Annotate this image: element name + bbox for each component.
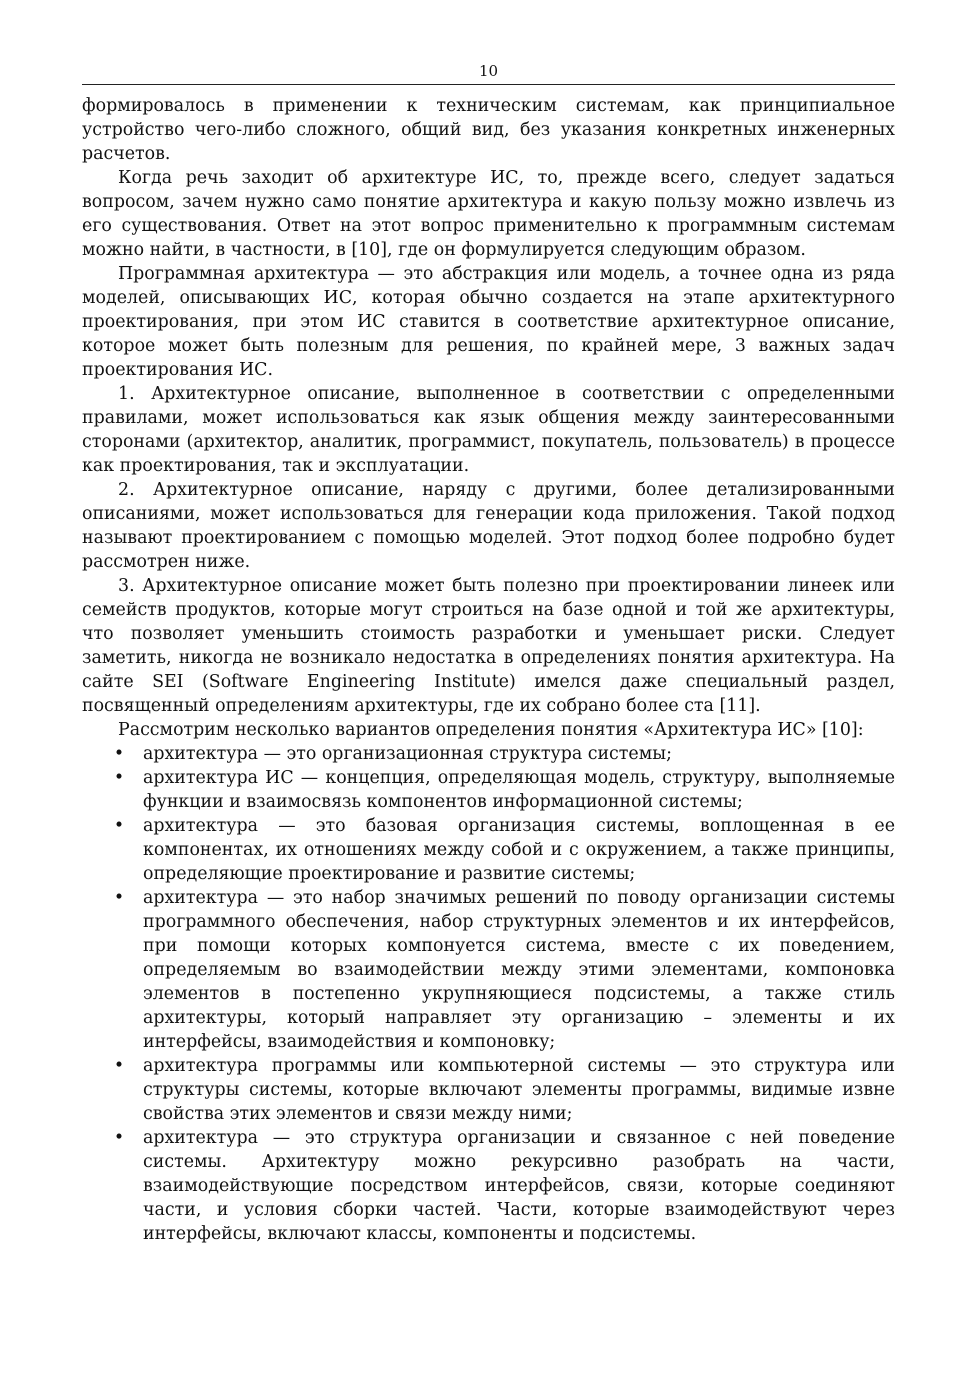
document-page xyxy=(82,58,895,1246)
bullet-icon: • xyxy=(113,1056,125,1076)
list-item-text: архитектура — это базовая организация системы, воплощенная в ее компонентах, их отношениях между собой и с окружением, а также принципы, определяющие проектирование и развитие системы; xyxy=(143,816,895,884)
list-item-text: архитектура программы или компьютерной системы — это структура или структуры системы, которые включают элементы программы, видимые извне свойства этих элементов и связи между ними; xyxy=(143,1056,895,1124)
list-item-text: архитектура — это структура организации и связанное с ней поведение системы. Архитектуру можно рекурсивно разобрать на части, взаимодействующие посредством интерфейсов, связи, которые соединяют части, и условия сборки частей. Части, которые взаимодействуют через интерфейсы, включают классы, компоненты и подсистемы. xyxy=(143,1128,895,1244)
paragraph-software-architecture: Программная архитектура — это абстракция или модель, а точнее одна из ряда моделей, описывающих ИС, которая обычно создается на этапе архитектурного проектирования, при этом ИС ставится в соответствие архитектурное описание, которое может быть полезным для решения, по крайней мере, 3 важных задач проектирования ИС. xyxy=(82,264,895,380)
header-rule xyxy=(82,84,895,85)
list-item-text: архитектура — это набор значимых решений по поводу организации системы программного обеспечения, набор структурных элементов и их интерфейсов, при помощи которых компонуется система, вместе с их поведением, определяемым во взаимодействии между этими элементами, компоновка элементов в постепенно укрупняющиеся подсистемы, а также стиль архитектуры, который направляет эту организацию – элементы и их интерфейсы, взаимодействия и компоновку; xyxy=(143,888,895,1052)
list-item xyxy=(82,766,895,814)
paragraph-continuation: формировалось в применении к техническим системам, как принципиальное устройство чего-либо сложного, общий вид, без указания конкретных инженерных расчетов. xyxy=(82,96,895,164)
list-item xyxy=(82,814,895,886)
list-item xyxy=(82,886,895,1054)
list-item xyxy=(82,1126,895,1246)
bullet-icon: • xyxy=(113,1128,125,1148)
paragraph-architecture-question: Когда речь заходит об архитектуре ИС, то, прежде всего, следует задаться вопросом, зачем нужно само понятие архитектура и какую пользу можно извлечь из его существования. Ответ на этот вопрос применительно к программным системам можно найти, в частности, в [10], где он формулируется следующим образом. xyxy=(82,168,895,260)
paragraph-definitions-intro: Рассмотрим несколько вариантов определения понятия «Архитектура ИС» [10]: xyxy=(118,720,864,740)
list-item xyxy=(82,742,895,766)
bullet-icon: • xyxy=(113,888,125,908)
bullet-icon: • xyxy=(113,744,125,764)
bullet-icon: • xyxy=(113,816,125,836)
list-item-text: архитектура ИС — концепция, определяющая модель, структуру, выполняемые функции и взаимосвязь компонентов информационной системы; xyxy=(143,768,895,812)
bullet-icon: • xyxy=(113,768,125,788)
list-item-text: архитектура — это организационная структура системы; xyxy=(143,744,672,764)
paragraph-task-2: 2. Архитектурное описание, наряду с другими, более детализированными описаниями, может использоваться для генерации кода приложения. Такой подход называют проектированием с помощью моделей. Этот подход более подробно будет рассмотрен ниже. xyxy=(82,480,895,572)
list-item xyxy=(82,1054,895,1126)
paragraph-task-1: 1. Архитектурное описание, выполненное в соответствии с определенными правилами, может использоваться как язык общения между заинтересованными сторонами (архитектор, аналитик, программист, покупатель, пользователь) в процессе как проектирования, так и эксплуатации. xyxy=(82,384,895,476)
definitions-list xyxy=(82,742,895,1246)
paragraph-task-3: 3. Архитектурное описание может быть полезно при проектировании линеек или семейств продуктов, которые могут строиться на базе одной и той же архитектуры, что позволяет уменьшить стоимость разработки и уменьшает риски. Следует заметить, никогда не возникало недостатка в определениях понятия архитектура. На сайте SEI (Software Engineering Institute) имелся даже специальный раздел, посвященный определениям архитектуры, где их собрано более ста [11]. xyxy=(82,576,895,716)
page-number: 10 xyxy=(478,62,499,80)
